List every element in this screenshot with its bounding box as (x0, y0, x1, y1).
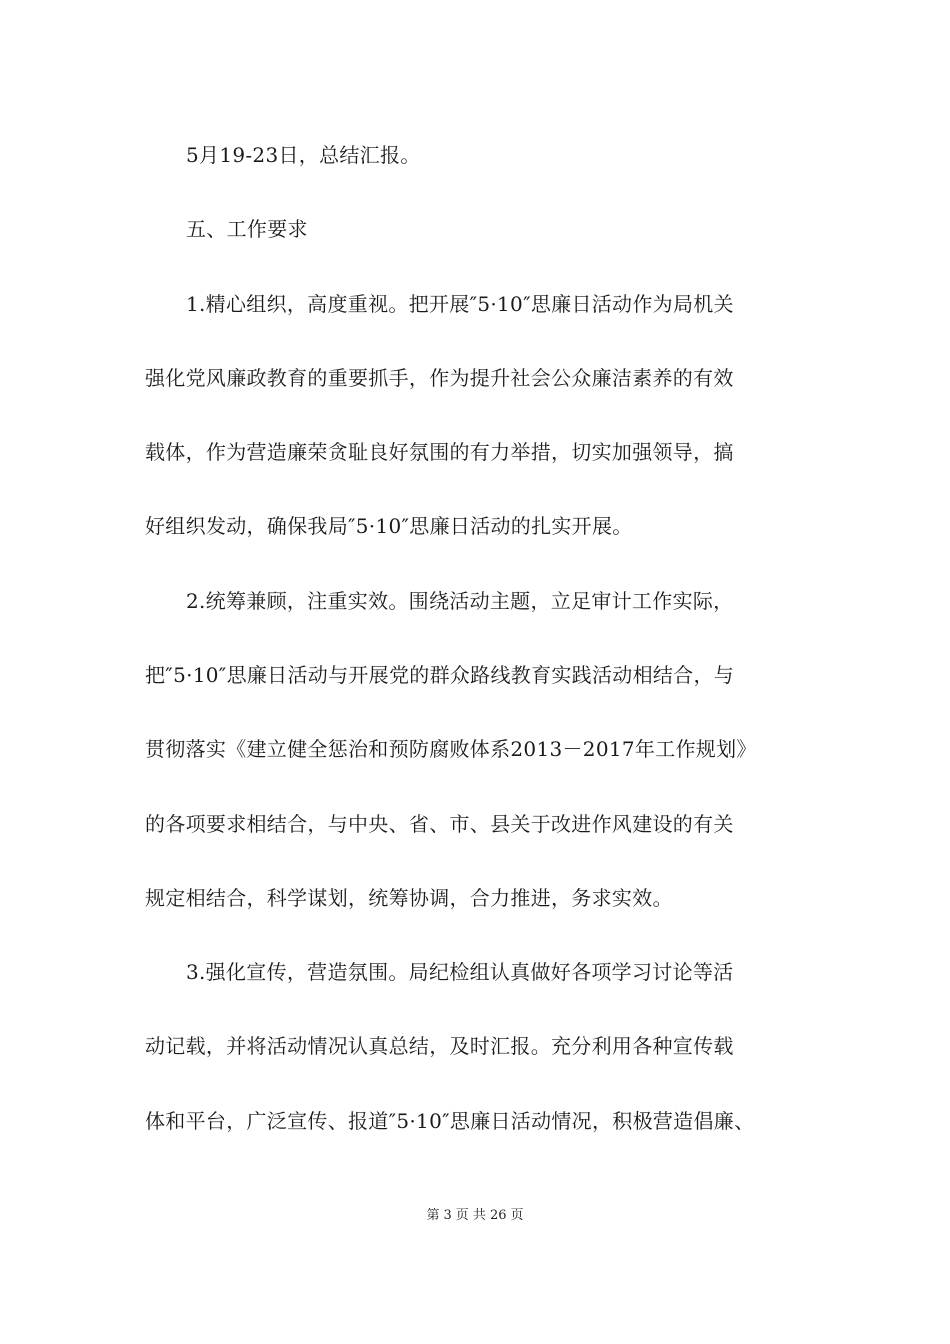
text-line-9: 贯彻落实《建立健全惩治和预防腐败体系2013－2017年工作规划》 (145, 737, 757, 761)
footer-prefix: 第 (426, 1208, 440, 1223)
text-line-7: 2.统筹兼顾，注重实效。围绕活动主题，立足审计工作实际， (186, 589, 734, 613)
text-line-4: 强化党风廉政教育的重要抓手，作为提升社会公众廉洁素养的有效 (145, 366, 734, 390)
section-heading: 五、工作要求 (186, 217, 308, 241)
text-line-1: 5月19-23日，总结汇报。 (186, 143, 421, 167)
text-line-5: 载体，作为营造廉荣贪耻良好氛围的有力举措，切实加强领导，搞 (145, 440, 734, 464)
text-line-14: 体和平台，广泛宣传、报道″5·10″思廉日活动情况，积极营造倡廉、 (145, 1109, 755, 1133)
total-pages-number: 26 (489, 1208, 507, 1223)
text-line-8: 把″5·10″思廉日活动与开展党的群众路线教育实践活动相结合，与 (145, 663, 735, 687)
text-line-12: 3.强化宣传，营造氛围。局纪检组认真做好各项学习讨论等活 (186, 960, 734, 984)
footer-mid: 页 共 (455, 1208, 486, 1223)
current-page-number: 3 (443, 1208, 452, 1223)
text-line-6: 好组织发动，确保我局″5·10″思廉日活动的扎实开展。 (145, 514, 633, 538)
text-line-13: 动记载，并将活动情况认真总结，及时汇报。充分利用各种宣传载 (145, 1034, 734, 1058)
page-footer (0, 1208, 950, 1224)
text-line-11: 规定相结合，科学谋划，统筹协调，合力推进，务求实效。 (145, 886, 673, 910)
text-line-3: 1.精心组织，高度重视。把开展″5·10″思廉日活动作为局机关 (186, 292, 734, 316)
footer-suffix: 页 (510, 1208, 524, 1223)
text-line-10: 的各项要求相结合，与中央、省、市、县关于改进作风建设的有关 (145, 812, 734, 836)
